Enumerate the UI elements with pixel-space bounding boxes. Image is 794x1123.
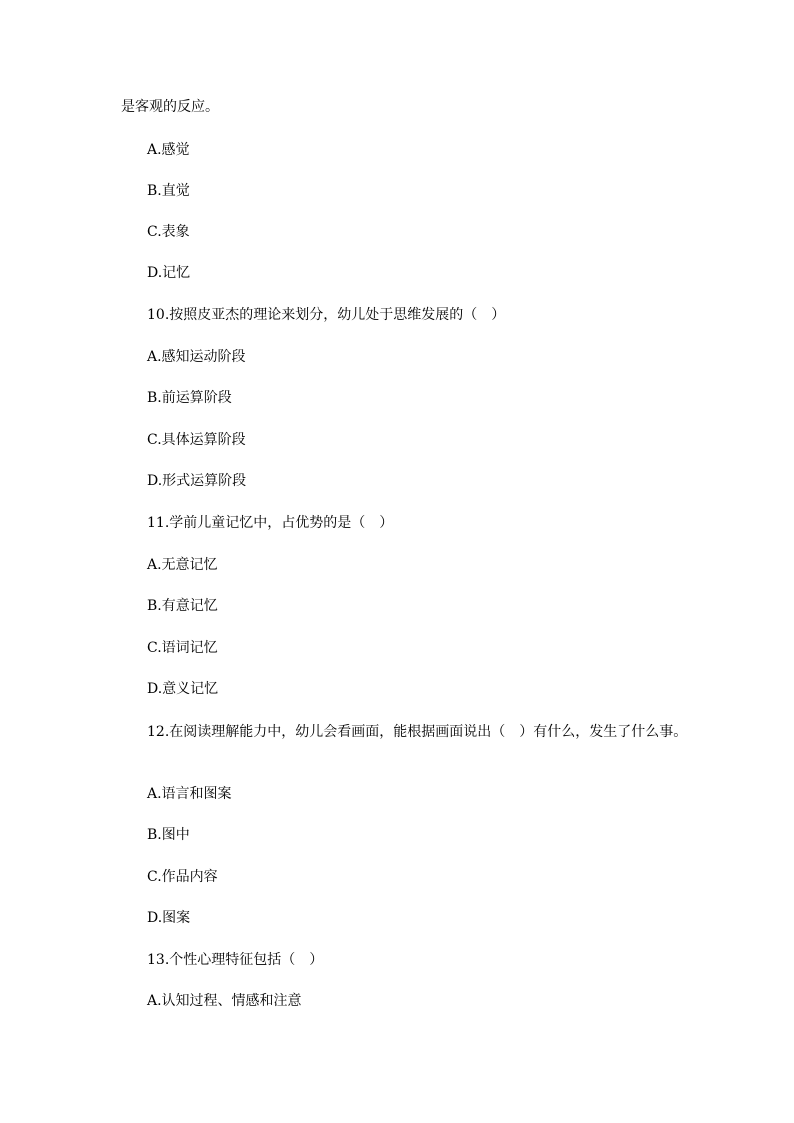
q12-option-b: B.图中 <box>147 827 190 843</box>
q10-option-d: D.形式运算阶段 <box>147 473 247 489</box>
q13-stem: 13.个性心理特征包括（ ） <box>147 952 324 968</box>
q11-option-a: A.无意记忆 <box>147 557 218 573</box>
q11-option-c: C.语词记忆 <box>147 640 218 656</box>
q12-stem: 12.在阅读理解能力中，幼儿会看画面，能根据画面说出（ ）有什么，发生了什么事。 <box>147 724 688 740</box>
q10-option-b: B.前运算阶段 <box>147 390 232 406</box>
q10-option-a: A.感知运动阶段 <box>147 349 246 365</box>
q9-option-c: C.表象 <box>147 224 190 240</box>
q12-option-c: C.作品内容 <box>147 869 218 885</box>
q13-option-a: A.认知过程、情感和注意 <box>147 993 302 1009</box>
q11-option-d: D.意义记忆 <box>147 681 219 697</box>
q10-stem: 10.按照皮亚杰的理论来划分，幼儿处于思维发展的（ ） <box>147 307 506 323</box>
q9-option-a: A.感觉 <box>147 142 190 158</box>
q12-option-d: D.图案 <box>147 910 191 926</box>
q11-option-b: B.有意记忆 <box>147 598 218 614</box>
q11-stem: 11.学前儿童记忆中，占优势的是（ ） <box>147 515 394 531</box>
q10-option-c: C.具体运算阶段 <box>147 432 246 448</box>
q9-option-b: B.直觉 <box>147 183 190 199</box>
continuation-text: 是客观的反应。 <box>121 99 219 115</box>
q9-option-d: D.记忆 <box>147 265 191 281</box>
q12-option-a: A.语言和图案 <box>147 786 232 802</box>
